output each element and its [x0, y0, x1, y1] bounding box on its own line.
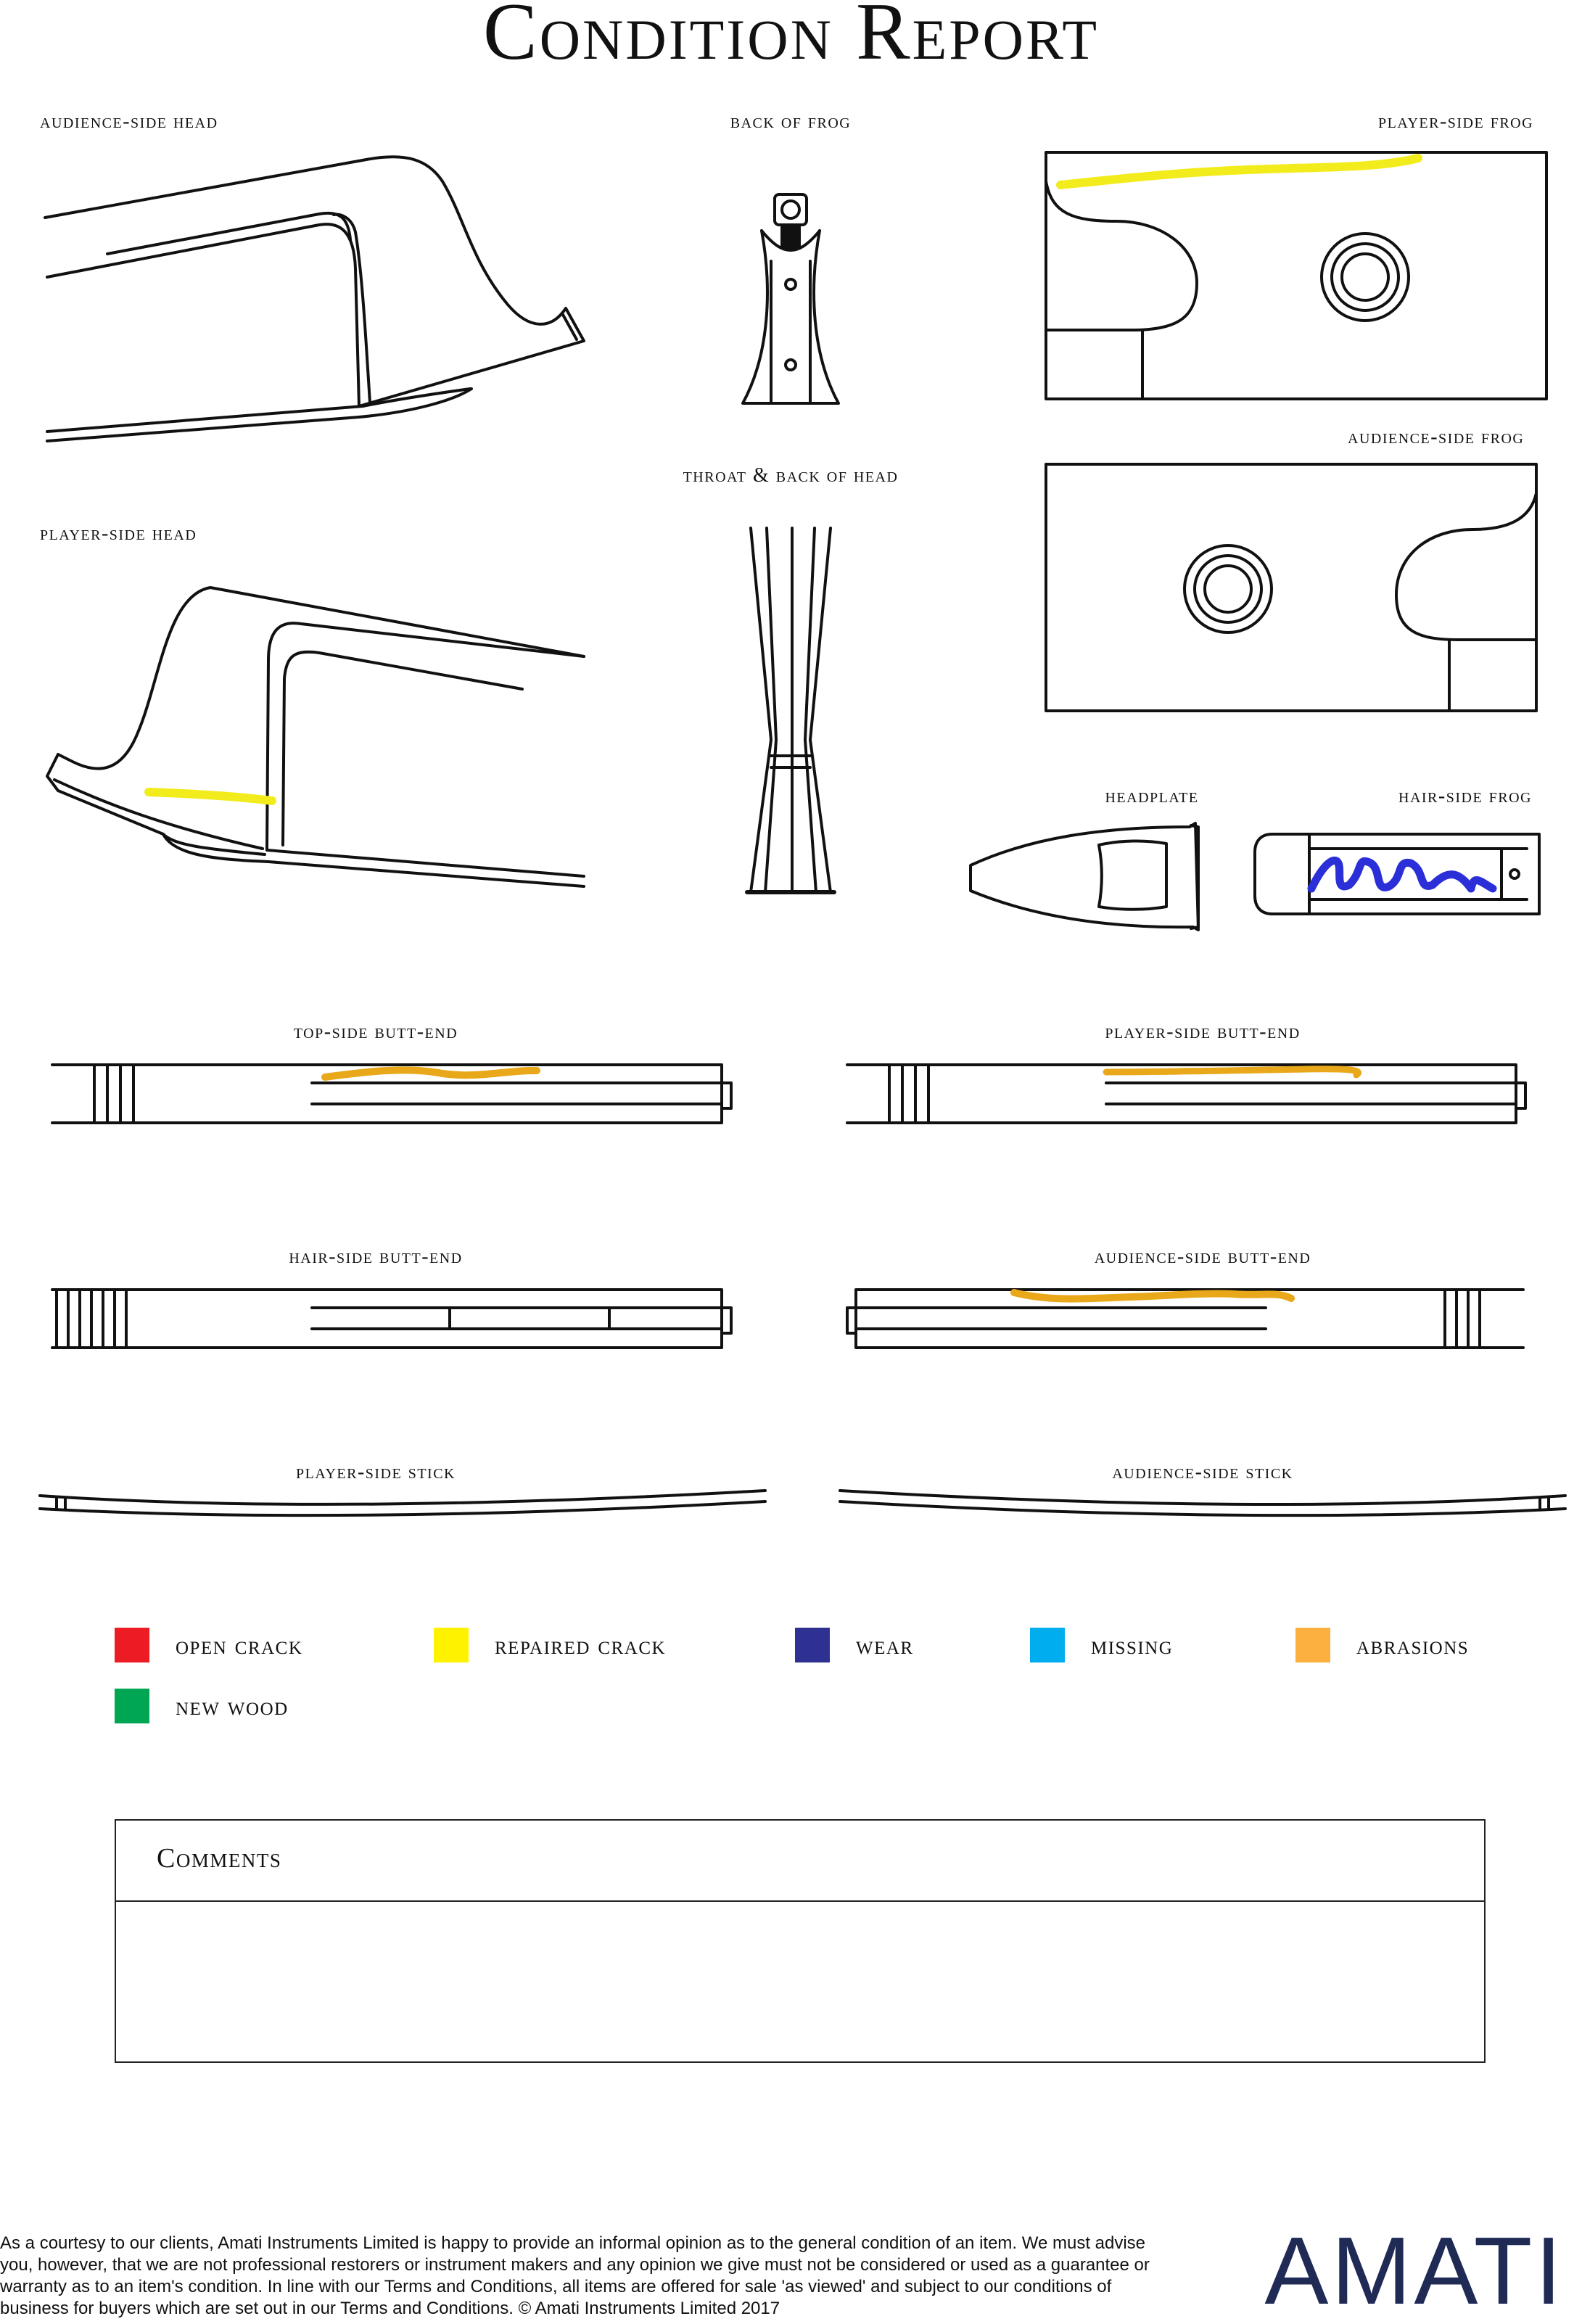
legend-swatch-repaired-crack: [434, 1628, 469, 1662]
legend-swatch-missing: [1030, 1628, 1065, 1662]
comments-title: Comments: [157, 1843, 282, 1874]
legend-item-missing: [1030, 1628, 1173, 1662]
abrasion-mark: [1014, 1293, 1291, 1299]
headplate-drawing: [971, 823, 1198, 930]
player-side-head-drawing: [47, 588, 584, 886]
player-side-frog-drawing: [1046, 152, 1546, 399]
label-player-side-head: player-side head: [40, 522, 197, 545]
legend-swatch-open-crack: [115, 1628, 149, 1662]
label-player-side-butt-end: player-side butt-end: [1105, 1021, 1301, 1043]
throat-back-of-head-drawing: [747, 528, 834, 892]
label-throat-back-of-head: throat & back of head: [683, 464, 899, 487]
player-side-stick-drawing: [40, 1491, 765, 1515]
abrasion-mark: [1106, 1069, 1358, 1075]
abrasion-mark: [325, 1070, 537, 1077]
comments-header: [116, 1821, 1484, 1902]
label-audience-side-butt-end: audience-side butt-end: [1094, 1245, 1311, 1268]
legend-label: repaired crack: [495, 1631, 667, 1660]
legend-item-new-wood: [115, 1689, 289, 1723]
label-hair-side-frog: hair-side frog: [1398, 785, 1533, 807]
legend-swatch-new-wood: [115, 1689, 149, 1723]
legend-label: new wood: [176, 1692, 289, 1721]
legend-swatch-wear: [795, 1628, 830, 1662]
label-audience-side-head: audience-side head: [40, 110, 218, 133]
audience-side-head-drawing: [45, 157, 584, 441]
label-hair-side-butt-end: hair-side butt-end: [289, 1245, 463, 1268]
legend-label: wear: [856, 1631, 914, 1660]
label-back-of-frog: back of frog: [730, 110, 852, 133]
legend-label: abrasions: [1356, 1631, 1470, 1660]
repaired-crack-mark: [149, 792, 272, 801]
page-title: Condition Report: [483, 0, 1099, 77]
legend-label: missing: [1091, 1631, 1174, 1660]
hair-side-butt-end-drawing: [52, 1290, 731, 1348]
legend-item-repaired-crack: [434, 1628, 666, 1662]
label-top-side-butt-end: top-side butt-end: [293, 1021, 458, 1043]
legend-item-open-crack: [115, 1628, 302, 1662]
audience-side-butt-end-drawing: [847, 1290, 1523, 1348]
label-headplate: headplate: [1105, 785, 1199, 807]
audience-side-stick-drawing: [840, 1491, 1565, 1515]
comments-box: [115, 1819, 1486, 2063]
wear-mark: [1311, 860, 1493, 889]
disclaimer-text: As a courtesy to our clients, Amati Instruments Limited is happy to provide an informal opinion as to the general condition of an item. We must advise you, however, that we are not professional restorers or instrument makers and any opinion we give must not be considered or used as a guarantee or warranty as to an item's condition. In line with our Terms and Conditions, all items are offered for sale 'as viewed' and subject to our conditions of business for buyers which are set out in our Terms and Conditions. © Amati Instruments Limited 2017: [0, 2233, 1150, 2318]
repaired-crack-mark: [1060, 158, 1418, 185]
legend-item-wear: [795, 1628, 914, 1662]
comments-field[interactable]: [116, 1902, 1484, 2061]
label-audience-side-stick: audience-side stick: [1112, 1461, 1293, 1483]
legend-label: open crack: [176, 1631, 303, 1660]
label-player-side-stick: player-side stick: [296, 1461, 456, 1483]
label-player-side-frog: player-side frog: [1378, 110, 1534, 133]
back-of-frog-drawing: [743, 194, 839, 403]
legend-swatch-abrasions: [1295, 1628, 1330, 1662]
legend-item-abrasions: [1295, 1628, 1469, 1662]
amati-logo: AMATI: [1264, 2217, 1565, 2324]
label-audience-side-frog: audience-side frog: [1348, 426, 1525, 448]
audience-side-frog-drawing: [1046, 464, 1536, 711]
